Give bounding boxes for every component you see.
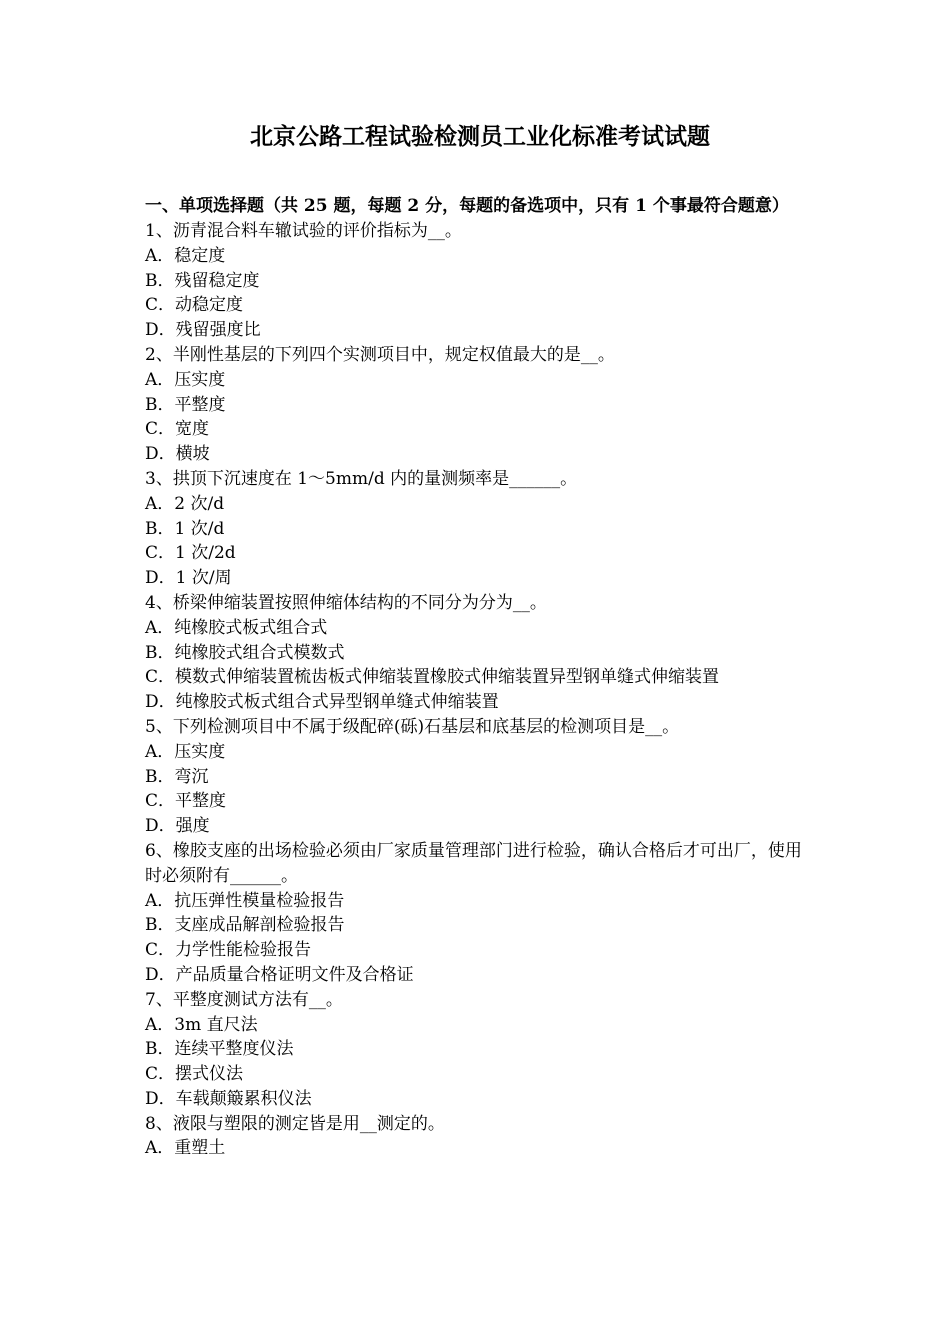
answer-option: A．2 次/d [145,493,225,514]
answer-option: A．抗压弹性模量检验报告 [145,890,345,911]
question-block [145,219,810,343]
answer-option: A．压实度 [145,741,226,762]
answer-option: C．平整度 [145,791,227,812]
answer-option: D．残留强度比 [145,320,261,341]
question-stem: 4、桥梁伸缩装置按照伸缩体结构的不同分为分为__。 [145,592,547,613]
question-stem: 3、拱顶下沉速度在 1～5mm/d 内的量测频率是______。 [145,468,578,489]
document-page [145,120,810,1161]
question-stem: 5、下列检测项目中不属于级配碎(砾)石基层和底基层的检测项目是__。 [145,716,680,737]
question-stem: 1、沥青混合料车辙试验的评价指标为__。 [145,221,462,241]
question-block [145,839,810,988]
question-block [145,715,810,839]
answer-option: A．3m 直尺法 [145,1014,258,1035]
answer-option: B．弯沉 [145,766,209,787]
answer-option: C．宽度 [145,419,210,440]
answer-option: B．1 次/d [145,518,225,539]
answer-option: C．模数式伸缩装置梳齿板式伸缩装置橡胶式伸缩装置异型钢单缝式伸缩装置 [145,667,720,688]
answer-option: D．车载颠簸累积仪法 [145,1088,312,1109]
question-stem: 2、半刚性基层的下列四个实测项目中，规定权值最大的是__。 [145,344,615,365]
question-block [145,1112,810,1162]
answer-option: B．纯橡胶式组合式模数式 [145,642,345,663]
answer-option: A．重塑土 [145,1138,226,1159]
answer-option: D．纯橡胶式板式组合式异型钢单缝式伸缩装置 [145,692,499,713]
question-block [145,343,810,467]
question-block [145,467,810,591]
answer-option: C．力学性能检验报告 [145,940,312,961]
answer-option: C．摆式仪法 [145,1064,244,1085]
document-title: 北京公路工程试验检测员工业化标准考试试题 [250,123,710,150]
answer-option: A．稳定度 [145,245,226,266]
question-block [145,988,810,1112]
section-heading: 一、单项选择题（共 25 题，每题 2 分，每题的备选项中，只有 1 个事最符合题意） [145,196,789,216]
question-stem: 6、橡胶支座的出场检验必须由厂家质量管理部门进行检验，确认合格后才可出厂，使用时必须附有______。 [145,840,802,886]
answer-option: D．横坡 [145,444,210,465]
question-stem: 8、液限与塑限的测定皆是用__测定的。 [145,1113,445,1134]
answer-option: B．平整度 [145,394,226,415]
answer-option: D．强度 [145,816,210,837]
question-list [145,219,810,1161]
answer-option: B．连续平整度仪法 [145,1039,294,1060]
answer-option: A．纯橡胶式板式组合式 [145,617,328,638]
answer-option: D．产品质量合格证明文件及合格证 [145,964,414,985]
answer-option: C．1 次/2d [145,543,236,564]
answer-option: B．支座成品解剖检验报告 [145,915,345,936]
answer-option: D．1 次/周 [145,568,232,589]
question-block [145,591,810,715]
answer-option: A．压实度 [145,369,226,390]
question-stem: 7、平整度测试方法有__。 [145,989,343,1010]
answer-option: C．动稳定度 [145,295,244,316]
answer-option: B．残留稳定度 [145,270,260,291]
